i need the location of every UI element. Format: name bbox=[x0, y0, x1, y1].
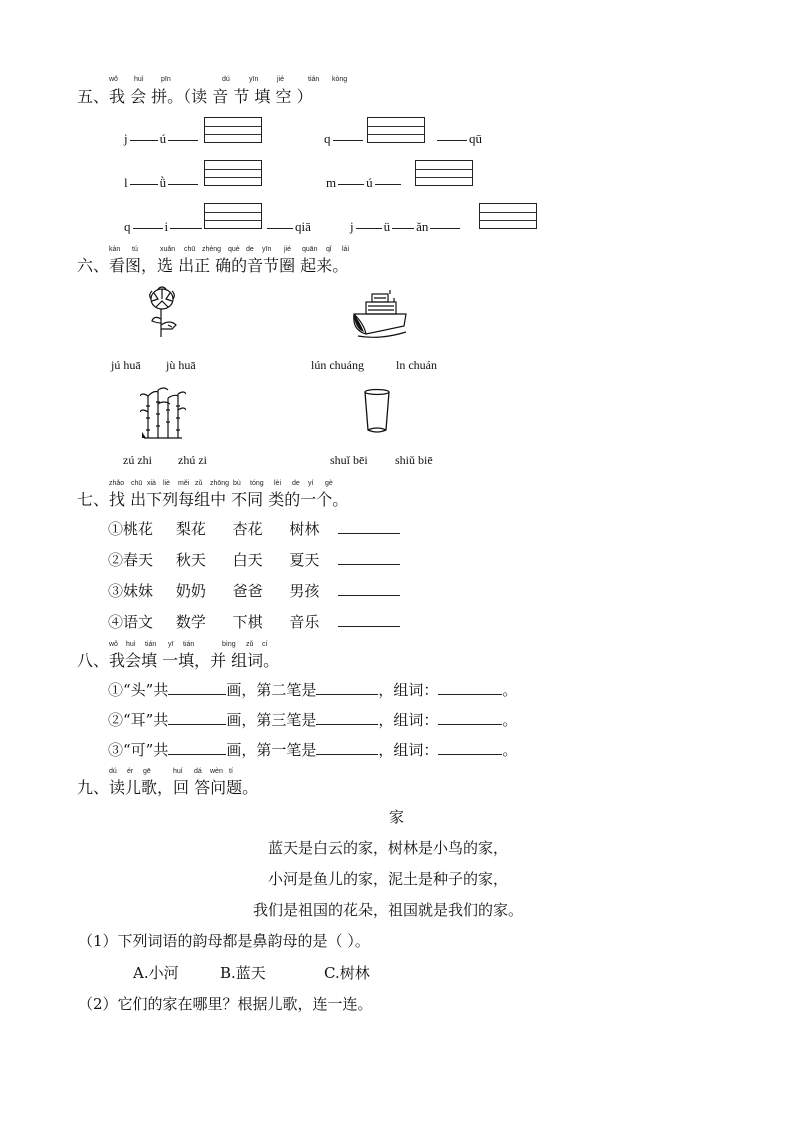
pinyin-du: dú bbox=[222, 76, 230, 83]
pinyin-ge: gè bbox=[325, 480, 333, 487]
question-1: （1）下列词语的韵母都是鼻韵母的是（ ）。 bbox=[78, 932, 370, 950]
pinyin-kong: kòng bbox=[332, 76, 348, 83]
bamboo-icon bbox=[140, 386, 186, 440]
spell-box-1[interactable] bbox=[204, 117, 262, 143]
pinyin-zu2: zǔ bbox=[246, 641, 254, 648]
pinyin-lai: lái bbox=[342, 246, 350, 253]
pinyin-jie2: jié bbox=[284, 246, 292, 253]
answer-blank[interactable] bbox=[338, 519, 400, 534]
spell-row-2-result: qū bbox=[435, 131, 482, 147]
pinyin-hui2: huì bbox=[126, 641, 136, 648]
pinyin-tong: tóng bbox=[250, 480, 264, 487]
pinyin-zheng: zhèng bbox=[202, 246, 222, 253]
option-ju-hua-2[interactable]: jù huā bbox=[166, 358, 196, 372]
pinyin-yin: yīn bbox=[249, 76, 259, 83]
pinyin-tu: tú bbox=[132, 246, 138, 253]
section-7-title: 七、找 出下列每组中 不同 类的一个。 bbox=[77, 490, 349, 509]
pinyin-hui: huì bbox=[134, 76, 144, 83]
pinyin-lie: liè bbox=[163, 480, 171, 487]
chrysanthemum-icon bbox=[140, 285, 188, 339]
pinyin-bing: bìng bbox=[222, 641, 236, 648]
pinyin-tian: tián bbox=[308, 76, 320, 83]
poem-title: 家 bbox=[389, 808, 405, 826]
pinyin-da: dá bbox=[194, 768, 202, 775]
pinyin-xia: xià bbox=[147, 480, 156, 487]
pinyin-wen: wèn bbox=[210, 768, 223, 775]
option-shui-bei[interactable]: shuǐ bēi bbox=[330, 453, 368, 467]
spell-box-3[interactable] bbox=[204, 160, 262, 186]
pinyin-jie: jié bbox=[277, 76, 285, 83]
group-row-2: ②春天 秋天 白天 夏天 bbox=[108, 549, 400, 570]
word-blank[interactable] bbox=[438, 680, 502, 695]
pinyin-er: ér bbox=[127, 768, 134, 775]
pinyin-yi2: yī bbox=[168, 641, 174, 648]
pinyin-qi: qǐ bbox=[326, 246, 332, 253]
poem-line-2: 小河是鱼儿的家，泥土是种子的家， bbox=[268, 870, 509, 888]
stroke-blank[interactable] bbox=[316, 680, 378, 695]
pinyin-de: de bbox=[246, 246, 254, 253]
pinyin-zhong: zhōng bbox=[210, 480, 230, 487]
stroke-count-blank[interactable] bbox=[168, 740, 226, 755]
option-zu-zhi[interactable]: zú zhi bbox=[123, 453, 152, 467]
pinyin-tian2: tián bbox=[145, 641, 157, 648]
spell-row-2: q bbox=[324, 131, 365, 147]
stroke-row-2: ②“耳”共 画，第三笔是 ，组词： 。 bbox=[108, 711, 518, 729]
section-8-title: 八、我会填 一填，并 组词。 bbox=[77, 651, 280, 670]
option-ju-hua-1[interactable]: jú huā bbox=[111, 358, 141, 372]
poem-line-1: 蓝天是白云的家，树林是小鸟的家， bbox=[268, 839, 509, 857]
option-c[interactable]: C.树林 bbox=[324, 964, 370, 982]
answer-blank[interactable] bbox=[338, 581, 400, 596]
cup-icon bbox=[362, 388, 392, 436]
stroke-count-blank[interactable] bbox=[168, 680, 226, 695]
group-row-3: ③妹妹 奶奶 爸爸 男孩 bbox=[108, 580, 400, 601]
pinyin-chu: chū bbox=[184, 246, 196, 253]
pinyin-du2: dú bbox=[109, 768, 117, 775]
pinyin-que: què bbox=[228, 246, 240, 253]
pinyin-zu: zǔ bbox=[195, 480, 203, 487]
pinyin-pin: pīn bbox=[161, 76, 171, 83]
pinyin-chu2: chū bbox=[131, 480, 143, 487]
stroke-blank[interactable] bbox=[316, 710, 378, 725]
answer-blank[interactable] bbox=[338, 550, 400, 565]
stroke-row-1: ①“头”共 画，第二笔是 ，组词： 。 bbox=[108, 681, 518, 699]
pinyin-wo: wǒ bbox=[109, 76, 118, 83]
stroke-count-blank[interactable] bbox=[168, 710, 226, 725]
pinyin-yi: yí bbox=[308, 480, 314, 487]
pinyin-ci: cí bbox=[262, 641, 268, 648]
group-row-4: ④语文 数学 下棋 音乐 bbox=[108, 611, 400, 632]
stroke-row-3: ③“可”共 画，第一笔是 ，组词： 。 bbox=[108, 741, 518, 759]
section-5-title: 五、我 会 拼。（读 音 节 填 空 ） bbox=[77, 87, 313, 106]
pinyin-de2: de bbox=[292, 480, 300, 487]
spell-row-5: q i bbox=[124, 219, 204, 235]
pinyin-yin2: yīn bbox=[262, 246, 272, 253]
option-zhu-zi[interactable]: zhú zi bbox=[178, 453, 207, 467]
spell-box-5[interactable] bbox=[204, 203, 262, 229]
pinyin-hui3: huí bbox=[173, 768, 183, 775]
pinyin-wo2: wǒ bbox=[109, 641, 118, 648]
spell-box-2[interactable] bbox=[367, 117, 425, 143]
pinyin-bu: bù bbox=[233, 480, 241, 487]
section-9-title: 九、读儿歌，回 答问题。 bbox=[77, 778, 259, 797]
spell-box-6[interactable] bbox=[479, 203, 537, 229]
option-lun-chuang[interactable]: lún chuáng bbox=[311, 358, 364, 372]
option-shiu-bie[interactable]: shiǔ biē bbox=[395, 453, 433, 467]
pinyin-xuan: xuǎn bbox=[160, 246, 176, 253]
pinyin-zhao: zhǎo bbox=[109, 480, 125, 487]
pinyin-quan: quān bbox=[302, 246, 318, 253]
pinyin-mei: měi bbox=[178, 480, 190, 487]
option-b[interactable]: B.蓝天 bbox=[220, 964, 266, 982]
section-6-title: 六、看图，选 出正 确的音节圈 起来。 bbox=[77, 256, 349, 275]
spell-row-6: j ü ǎn bbox=[350, 219, 462, 235]
spell-box-4[interactable] bbox=[415, 160, 473, 186]
word-blank[interactable] bbox=[438, 740, 502, 755]
pinyin-tian3: tián bbox=[183, 641, 195, 648]
spell-row-3: l ǜ bbox=[124, 175, 200, 191]
word-blank[interactable] bbox=[438, 710, 502, 725]
pinyin-ge2: gē bbox=[143, 768, 151, 775]
pinyin-lei: lèi bbox=[274, 480, 282, 487]
option-a[interactable]: A.小河 bbox=[133, 964, 179, 982]
poem-line-3: 我们是祖国的花朵，祖国就是我们的家。 bbox=[253, 901, 524, 919]
pinyin-kan: kàn bbox=[109, 246, 121, 253]
spell-row-4: m ú bbox=[326, 175, 403, 191]
question-2: （2）它们的家在哪里？根据儿歌，连一连。 bbox=[78, 995, 373, 1013]
spell-row-5-result: qiā bbox=[265, 219, 311, 235]
pinyin-ti: tí bbox=[229, 768, 233, 775]
stroke-blank[interactable] bbox=[316, 740, 378, 755]
answer-blank[interactable] bbox=[338, 612, 400, 627]
option-ln-chuan[interactable]: ln chuán bbox=[396, 358, 437, 372]
group-row-1: ①桃花 梨花 杏花 树林 bbox=[108, 518, 400, 539]
ship-icon bbox=[350, 290, 410, 340]
spell-row-1: j ú bbox=[124, 131, 200, 147]
